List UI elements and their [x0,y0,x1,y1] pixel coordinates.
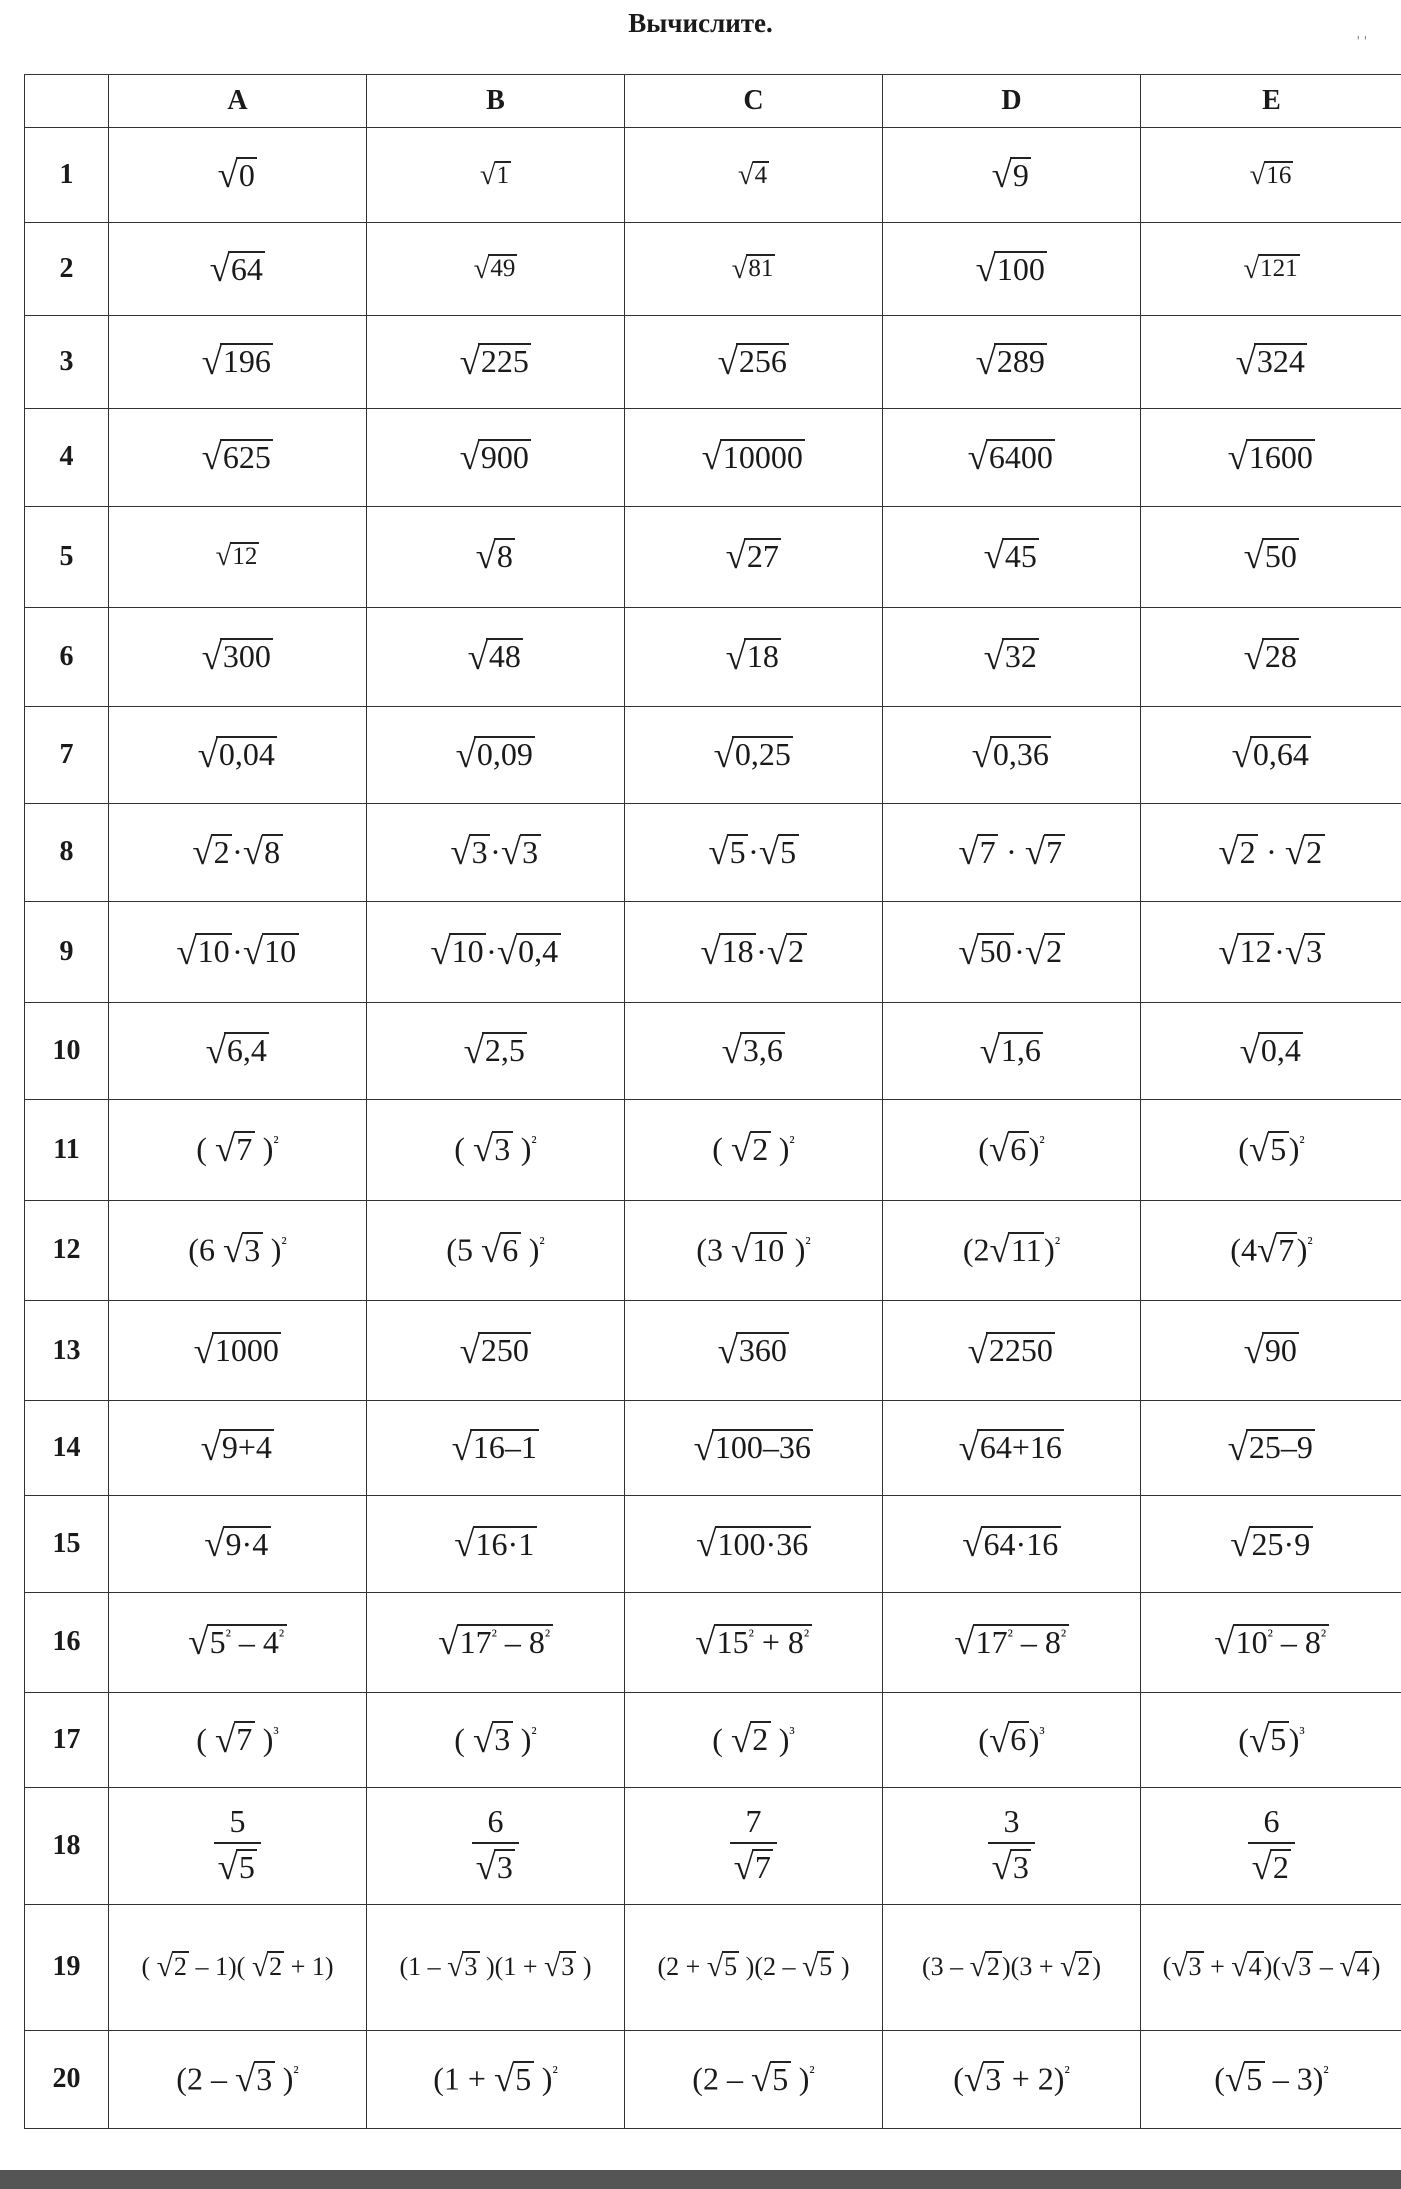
math-expression: √16–1 [452,1427,540,1469]
math-expression: $(√5)^{^3}$ [1238,1718,1305,1760]
header-row [25,75,1401,128]
expression-cell [883,2030,1141,2128]
math-expression: √225 [460,341,532,383]
expression-cell [625,1400,883,1495]
row-number: 16 [25,1593,109,1693]
row-number: 15 [25,1496,109,1593]
expression-cell [367,223,625,316]
math-expression: √0 [218,154,258,196]
math-expression: (√5 – 3)$^{^2}$ [1214,2058,1329,2100]
row-number: 11 [25,1099,109,1200]
math-expression: $(√6)^{^2}$ [978,1128,1045,1170]
math-expression: √100·36 [696,1523,810,1565]
expression-cell [625,901,883,1002]
expression-cell [883,1301,1141,1401]
table-row [25,1593,1401,1693]
expression-cell [367,1593,625,1693]
row-number: 18 [25,1787,109,1904]
math-expression: $\frac{6}{√3}$ [472,1804,520,1888]
expression-cell [1141,607,1401,707]
expression-cell [1141,408,1401,506]
math-expression: √32 [984,636,1040,678]
expression-cell [109,506,367,607]
row-number: 4 [25,408,109,506]
math-expression: √100–36 [694,1427,814,1469]
math-expression: √2 · √2 [1218,831,1324,873]
expression-cell [1141,1200,1401,1301]
math-expression: √289 [976,341,1048,383]
expression-cell [883,901,1141,1002]
math-expression: √18·√2 [700,931,806,973]
expression-cell [1141,223,1401,316]
expression-cell [625,2030,883,2128]
expression-cell [883,1002,1141,1099]
math-expression: √45 [984,535,1040,577]
expression-cell [367,607,625,707]
row-number: 9 [25,901,109,1002]
expression-cell [625,1787,883,1904]
math-expression: $(√5)^{^2}$ [1238,1128,1305,1170]
math-expression: √9 [992,154,1032,196]
expression-cell [625,506,883,607]
expression-cell [109,223,367,316]
math-expression: √1000 [194,1330,282,1372]
expression-cell [109,2030,367,2128]
expression-cell [367,408,625,506]
math-expression: √0,64 [1232,734,1312,776]
table-row [25,1099,1401,1200]
expression-cell [1141,506,1401,607]
expression-cell [109,1787,367,1904]
math-expression: $√10^{^2} - 8^{^2}$ [1214,1621,1328,1663]
column-header: C [625,75,883,128]
math-expression: √9+4 [201,1427,275,1469]
expression-cell [625,223,883,316]
expression-cell [883,223,1141,316]
math-expression: $√5^{^2} - 4^{^2}$ [188,1621,286,1663]
math-expression: √10·√0,4 [430,931,560,973]
math-expression: ( √7 )$^{^3}$ [196,1718,279,1760]
math-expression: √64 [210,248,266,290]
expression-cell [367,1692,625,1787]
math-expression: ( √3 )$^{^2}$ [454,1128,537,1170]
expression-cell [625,1099,883,1200]
expression-cell [883,607,1141,707]
math-expression: √90 [1244,1330,1300,1372]
math-expression: $√17^{^2} - 8^{^2}$ [954,1621,1068,1663]
table-row [25,315,1401,408]
expression-cell [883,506,1141,607]
expression-cell [625,315,883,408]
expression-cell [367,506,625,607]
math-expression: √196 [202,341,274,383]
math-expression: √16 [1249,158,1292,191]
expression-cell [367,901,625,1002]
expression-cell [1141,901,1401,1002]
math-expression: (6 √3 )$^{^2}$ [188,1229,287,1271]
math-expression: √2,5 [464,1030,528,1072]
expression-cell [1141,128,1401,223]
row-number: 10 [25,1002,109,1099]
math-expression: √81 [731,252,774,285]
math-expression: √121 [1243,252,1298,285]
row-number: 17 [25,1692,109,1787]
math-expression: √250 [460,1330,532,1372]
math-expression: √8 [476,535,516,577]
math-expression: ( √2 – 1)( √2 + 1) [141,1950,334,1984]
expression-cell [367,1400,625,1495]
expression-cell [625,408,883,506]
math-expression: √625 [202,436,274,478]
expression-cell [883,128,1141,223]
math-expression: √0,04 [198,734,278,776]
expression-cell [1141,1400,1401,1495]
table-row [25,1787,1401,1904]
expression-cell [883,803,1141,901]
scan-edge [0,2170,1401,2189]
expression-cell [1141,315,1401,408]
math-expression: √2250 [968,1330,1056,1372]
expression-cell [109,1496,367,1593]
math-expression: ( √2 )$^{^2}$ [712,1128,795,1170]
expression-cell [625,1904,883,2030]
math-expression: √12·√3 [1218,931,1324,973]
math-expression: $\frac{6}{√2}$ [1248,1804,1296,1888]
math-expression: (2 – √3 )$^{^2}$ [176,2058,299,2100]
math-expression: √18 [726,636,782,678]
math-expression: ( √7 )$^{^2}$ [196,1128,279,1170]
expression-cell [1141,1593,1401,1693]
expression-cell [109,707,367,804]
math-expression: √3,6 [722,1030,786,1072]
table-row [25,803,1401,901]
math-expression: √50 [1244,535,1300,577]
math-expression: $\frac{3}{√3}$ [988,1804,1036,1888]
math-expression: (5 √6 )$^{^2}$ [446,1229,545,1271]
math-expression: √4 [737,158,768,191]
expression-cell [1141,1496,1401,1593]
expression-cell [1141,803,1401,901]
expression-cell [367,315,625,408]
math-expression: √0,36 [972,734,1052,776]
math-expression: √0,4 [1240,1030,1304,1072]
expression-cell [109,607,367,707]
row-number: 5 [25,506,109,607]
math-expression: √64·16 [962,1523,1060,1565]
expression-cell [625,1692,883,1787]
row-number: 1 [25,128,109,223]
row-number: 2 [25,223,109,316]
expression-cell [109,1692,367,1787]
expression-cell [625,1002,883,1099]
math-expression: ( √3 )$^{^2}$ [454,1718,537,1760]
math-expression: $(√3 + 2)^{^2}$ [953,2058,1070,2100]
math-expression: $(√6)^{^3}$ [978,1718,1045,1760]
expression-cell [883,1099,1141,1200]
expression-cell [367,1787,625,1904]
row-number: 3 [25,315,109,408]
column-header: B [367,75,625,128]
expression-cell [625,1593,883,1693]
expression-cell [109,408,367,506]
row-number: 12 [25,1200,109,1301]
table-row [25,223,1401,316]
column-header: E [1141,75,1401,128]
expression-cell [367,1099,625,1200]
expression-cell [367,1200,625,1301]
expression-cell [883,1200,1141,1301]
row-number: 7 [25,707,109,804]
math-expression: $\frac{7}{√7}$ [730,1804,778,1888]
math-expression: (1 + √5 )$^{^2}$ [433,2058,558,2100]
expression-cell [367,707,625,804]
table-row [25,901,1401,1002]
expression-cell [1141,1904,1401,2030]
math-expression: $(2√11)^{^2}$ [962,1229,1061,1271]
math-expression: (2 – √5 )$^{^2}$ [692,2058,815,2100]
math-expression: √256 [718,341,790,383]
expression-cell [109,803,367,901]
math-expression: √1600 [1228,436,1316,478]
row-number: 14 [25,1400,109,1495]
math-expression: (1 – √3 )(1 + √3 ) [399,1950,592,1984]
math-expression: √1,6 [980,1030,1044,1072]
expression-cell [1141,1099,1401,1200]
table-row [25,1496,1401,1593]
math-expression: √6400 [968,436,1056,478]
row-number: 19 [25,1904,109,2030]
expression-cell [367,1301,625,1401]
column-header: A [109,75,367,128]
expression-cell [109,1400,367,1495]
math-expression: (3 – √2)(3 + √2) [921,1950,1102,1984]
math-expression: √900 [460,436,532,478]
expression-cell [367,128,625,223]
math-expression: √12 [215,540,258,573]
math-expression: (2 + √5 )(2 – √5 ) [657,1950,850,1984]
expression-cell [883,1692,1141,1787]
math-expression: √6,4 [206,1030,270,1072]
table-row [25,128,1401,223]
expression-cell [1141,2030,1401,2128]
table-row [25,408,1401,506]
math-expression: $√15^{^2} + 8^{^2}$ [695,1621,811,1663]
expression-cell [883,707,1141,804]
math-expression: $\frac{5}{√5}$ [214,1804,262,1888]
math-expression: √27 [726,535,782,577]
table-row [25,1400,1401,1495]
math-expression: √25–9 [1228,1427,1316,1469]
expression-cell [109,1200,367,1301]
math-expression: (√3 + √4)(√3 – √4) [1162,1950,1381,1984]
expression-cell [883,315,1141,408]
table-row [25,1904,1401,2030]
page-title: Вычислите. [628,8,773,38]
corner-cell [25,75,109,128]
expression-cell [625,1301,883,1401]
expression-cell [109,1002,367,1099]
expression-cell [625,1200,883,1301]
expression-cell [367,1904,625,2030]
expression-cell [1141,1002,1401,1099]
math-expression: √10·√10 [176,931,298,973]
row-number: 6 [25,607,109,707]
row-number: 8 [25,803,109,901]
expression-cell [109,315,367,408]
table-row [25,506,1401,607]
expression-cell [1141,1692,1401,1787]
math-expression: √300 [202,636,274,678]
math-expression: ( √2 )$^{^3}$ [712,1718,795,1760]
expression-cell [367,1002,625,1099]
expression-cell [625,128,883,223]
math-expression: √9·4 [204,1523,270,1565]
expression-cell [109,1301,367,1401]
expression-cell [883,1400,1141,1495]
math-expression: √0,09 [456,734,536,776]
math-expression: √100 [976,248,1048,290]
expression-cell [1141,1787,1401,1904]
expression-cell [1141,1301,1401,1401]
expression-cell [367,803,625,901]
expression-cell [1141,707,1401,804]
math-expression: √49 [473,252,516,285]
expression-cell [883,1593,1141,1693]
table-row [25,1200,1401,1301]
table-row [25,707,1401,804]
table-row [25,2030,1401,2128]
expression-cell [367,2030,625,2128]
corner-marks: ' ' [1356,34,1367,48]
math-expression: √25·9 [1230,1523,1312,1565]
expression-cell [883,1787,1141,1904]
expression-cell [883,408,1141,506]
table-row [25,1301,1401,1401]
math-expression: √10000 [702,436,806,478]
math-expression: √3·√3 [450,831,540,873]
math-expression: √0,25 [714,734,794,776]
expression-cell [883,1904,1141,2030]
math-expression: √2·√8 [192,831,282,873]
expression-cell [625,1496,883,1593]
expression-cell [109,128,367,223]
expression-cell [625,707,883,804]
math-expression: √48 [468,636,524,678]
math-expression: √1 [479,158,510,191]
expression-cell [109,901,367,1002]
table-row [25,607,1401,707]
table-row [25,1692,1401,1787]
expression-cell [109,1593,367,1693]
math-expression: $√17^{^2} - 8^{^2}$ [438,1621,552,1663]
math-expression: $(4√7)^{^2}$ [1230,1229,1313,1271]
expression-cell [883,1496,1141,1593]
math-expression: √16·1 [454,1523,536,1565]
exercise-table [24,74,1401,2129]
math-expression: √360 [718,1330,790,1372]
math-expression: √7 · √7 [958,831,1064,873]
math-expression: √324 [1236,341,1308,383]
row-number: 20 [25,2030,109,2128]
math-expression: √64+16 [959,1427,1065,1469]
math-expression: √50·√2 [958,931,1064,973]
math-expression: √28 [1244,636,1300,678]
expression-cell [625,803,883,901]
expression-cell [367,1496,625,1593]
math-expression: (3 √10 )$^{^2}$ [696,1229,811,1271]
expression-cell [625,607,883,707]
math-expression: √5·√5 [708,831,798,873]
expression-cell [109,1099,367,1200]
row-number: 13 [25,1301,109,1401]
expression-cell [109,1904,367,2030]
column-header: D [883,75,1141,128]
table-row [25,1002,1401,1099]
